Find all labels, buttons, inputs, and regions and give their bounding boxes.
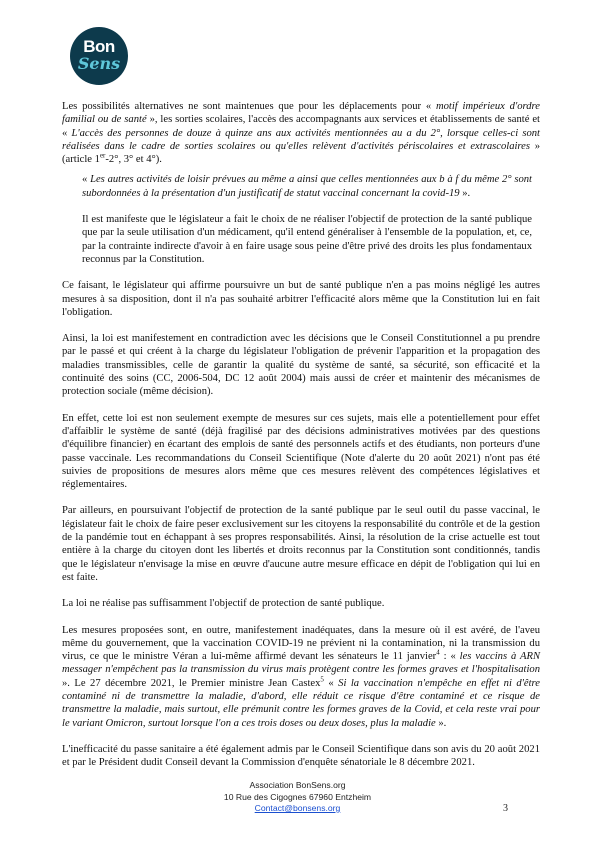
- paragraph-quote-loisir: [82, 173, 532, 200]
- logo-text-top: Bon: [83, 37, 115, 56]
- text-run: : «: [439, 651, 460, 663]
- paragraph-ce-faisant: Ce faisant, le législateur qui affirme poursuivre un but de santé publique n'en a pas moins négligé les autres mesures à sa disposition, dont il n'a pas souhaité arbitrer l'efficacité alors même que la Constitution lui en fait l'obligation.: [62, 280, 540, 318]
- bonsens-logo: [70, 27, 128, 85]
- quote-run: Les autres activités de loisir prévues au même a ainsi que celles mentionnées aux b à f du même 2° sont subordonnées à la présentation d'un justificatif de statut vaccinal concernant la covid-19: [82, 174, 532, 199]
- text-run: Les mesures proposées sont, en outre, manifestement inadéquates, dans la mesure où il est avéré, de l'aveu même du gouvernement, que la vaccination COVID-19 ne prévient ni la contamination, ni la transmission du virus, ce que le ministre Véran a lui-même affirmé devant les sénateurs le 11 janvier: [62, 624, 540, 663]
- footnote-ref: 5: [320, 675, 324, 684]
- quote-run: les vaccins à ARN messager n'empêchent pas la transmission du virus mais protègent contre les formes graves et l'hospitalisation: [62, 651, 541, 676]
- text-run: «: [323, 677, 339, 689]
- text-run: -2°, 3° et 4°).: [105, 154, 162, 166]
- text-run: », les sorties scolaires, l'accès des accompagnants aux services et établissements de santé et «: [62, 114, 540, 139]
- paragraph-inefficacite: L'inefficacité du passe sanitaire a été également admis par le Conseil Scientifique dans son avis du 20 août 2021 et par le Président dudit Conseil devant la Commission d'enquête sénatoriale le 8 décembre 2021.: [62, 743, 540, 769]
- text-run: ». Le 27 décembre 2021, le Premier ministre Jean Castex: [62, 677, 321, 689]
- paragraph-ainsi: Ainsi, la loi est manifestement en contradiction avec les décisions que le Conseil Constitutionnel a pu prendre par le passé et qui créent à la charge du législateur l'obligation de prévenir l'apparition et la propagation des maladies transmissibles, celle de garantir la qualité du système de santé, sa sécurité, son efficacité et la continuité des soins (CC, 2006-504, DC 12 août 2004) mais aussi de créer et maintenir des mécanismes de protection sociale (même décision).: [62, 333, 540, 398]
- quote-run: Si la vaccination n'empêche en effet ni d'être contaminé ni de transmettre la maladie, d'abord, elle réduit ce risque d'être contaminé et ce risque de transmettre la maladie, mais surtout, elle prémunit contre les formes graves de la Covid, et cela reste vrai pour le variant Omicron, surtout lorsque l'on a ces trois doses ou deux doses, plus la maladie: [62, 677, 540, 729]
- paragraph-mesures-inadequates: [62, 624, 540, 730]
- superscript: er: [99, 151, 106, 160]
- quote-run: motif impérieux d'ordre familial ou de santé: [62, 101, 540, 126]
- paragraph-manifeste: Il est manifeste que le législateur a fait le choix de ne réaliser l'objectif de protection de la santé publique que par la seule utilisation d'un médicament, qu'il entend généraliser à l'ensemble de la population, et, ce, par la contrainte indirecte d'avoir à en faire usage sous peine d'être privé des droits les plus fondamentaux reconnus par la Constitution.: [82, 214, 532, 265]
- text-run: » (article 1: [62, 140, 540, 166]
- quote-run: L'accès des personnes de douze à quinze ans aux activités mentionnées au a du 2°, lorsque celles-ci sont réalisées dans le cadre de sorties scolaires ou qu'elles relèvent d'activités périscolaires et extrascolaires: [62, 127, 540, 152]
- body-text: [62, 100, 540, 769]
- footer-address: 10 Rue des Cigognes 67960 Entzheim: [223, 791, 372, 802]
- footnote-ref: 4: [436, 648, 440, 657]
- page-number: 3: [503, 803, 508, 814]
- paragraph-en-effet: En effet, cette loi est non seulement exempte de mesures sur ces sujets, mais elle a potentiellement pour effet d'affaiblir le système de santé (déjà fragilisé par des décisions administratives motivées par des questions d'équilibre financier) en écartant des emplois de santé des personnels actifs et des étudiants, non porteurs d'une passe vaccinale. Les recommandations du Conseil Scientifique (Note d'alerte du 20 août 2021) n'ont pas été suivies de propositions de mesures alors même que ces mesures relèvent des compétences législatives et réglementaires.: [62, 412, 540, 491]
- paragraph-objectif: La loi ne réalise pas suffisamment l'objectif de protection de santé publique.: [62, 598, 385, 610]
- text-run: ».: [435, 717, 447, 729]
- paragraph-par-ailleurs: Par ailleurs, en poursuivant l'objectif de protection de la santé publique par le seul outil du passe vaccinal, le législateur fait le choix de faire peser exclusivement sur les citoyens la responsabilité du contrôle et de la gestion de la pandémie tout en échappant à ses propres responsabilités. Ainsi, la résolution de la crise actuelle est tout entière à la charge du citoyen dont les libertés et droits reconnus par la Constitution sont conditionnés, tandis que le législateur n'envisage la mise en œuvre d'aucune autre mesure efficace en dépit de l'obligation qui lui en est faite.: [62, 505, 540, 583]
- footer-org: Association BonSens.org: [249, 780, 346, 790]
- text-run: Les possibilités alternatives ne sont maintenues que pour les déplacements pour «: [62, 101, 436, 112]
- footer-email-link[interactable]: Contact@bonsens.org: [254, 803, 341, 813]
- logo-text-bottom: Sens: [77, 54, 121, 73]
- text-run: ».: [459, 187, 471, 199]
- paragraph-alternatives: [62, 100, 540, 166]
- text-run: «: [82, 174, 91, 186]
